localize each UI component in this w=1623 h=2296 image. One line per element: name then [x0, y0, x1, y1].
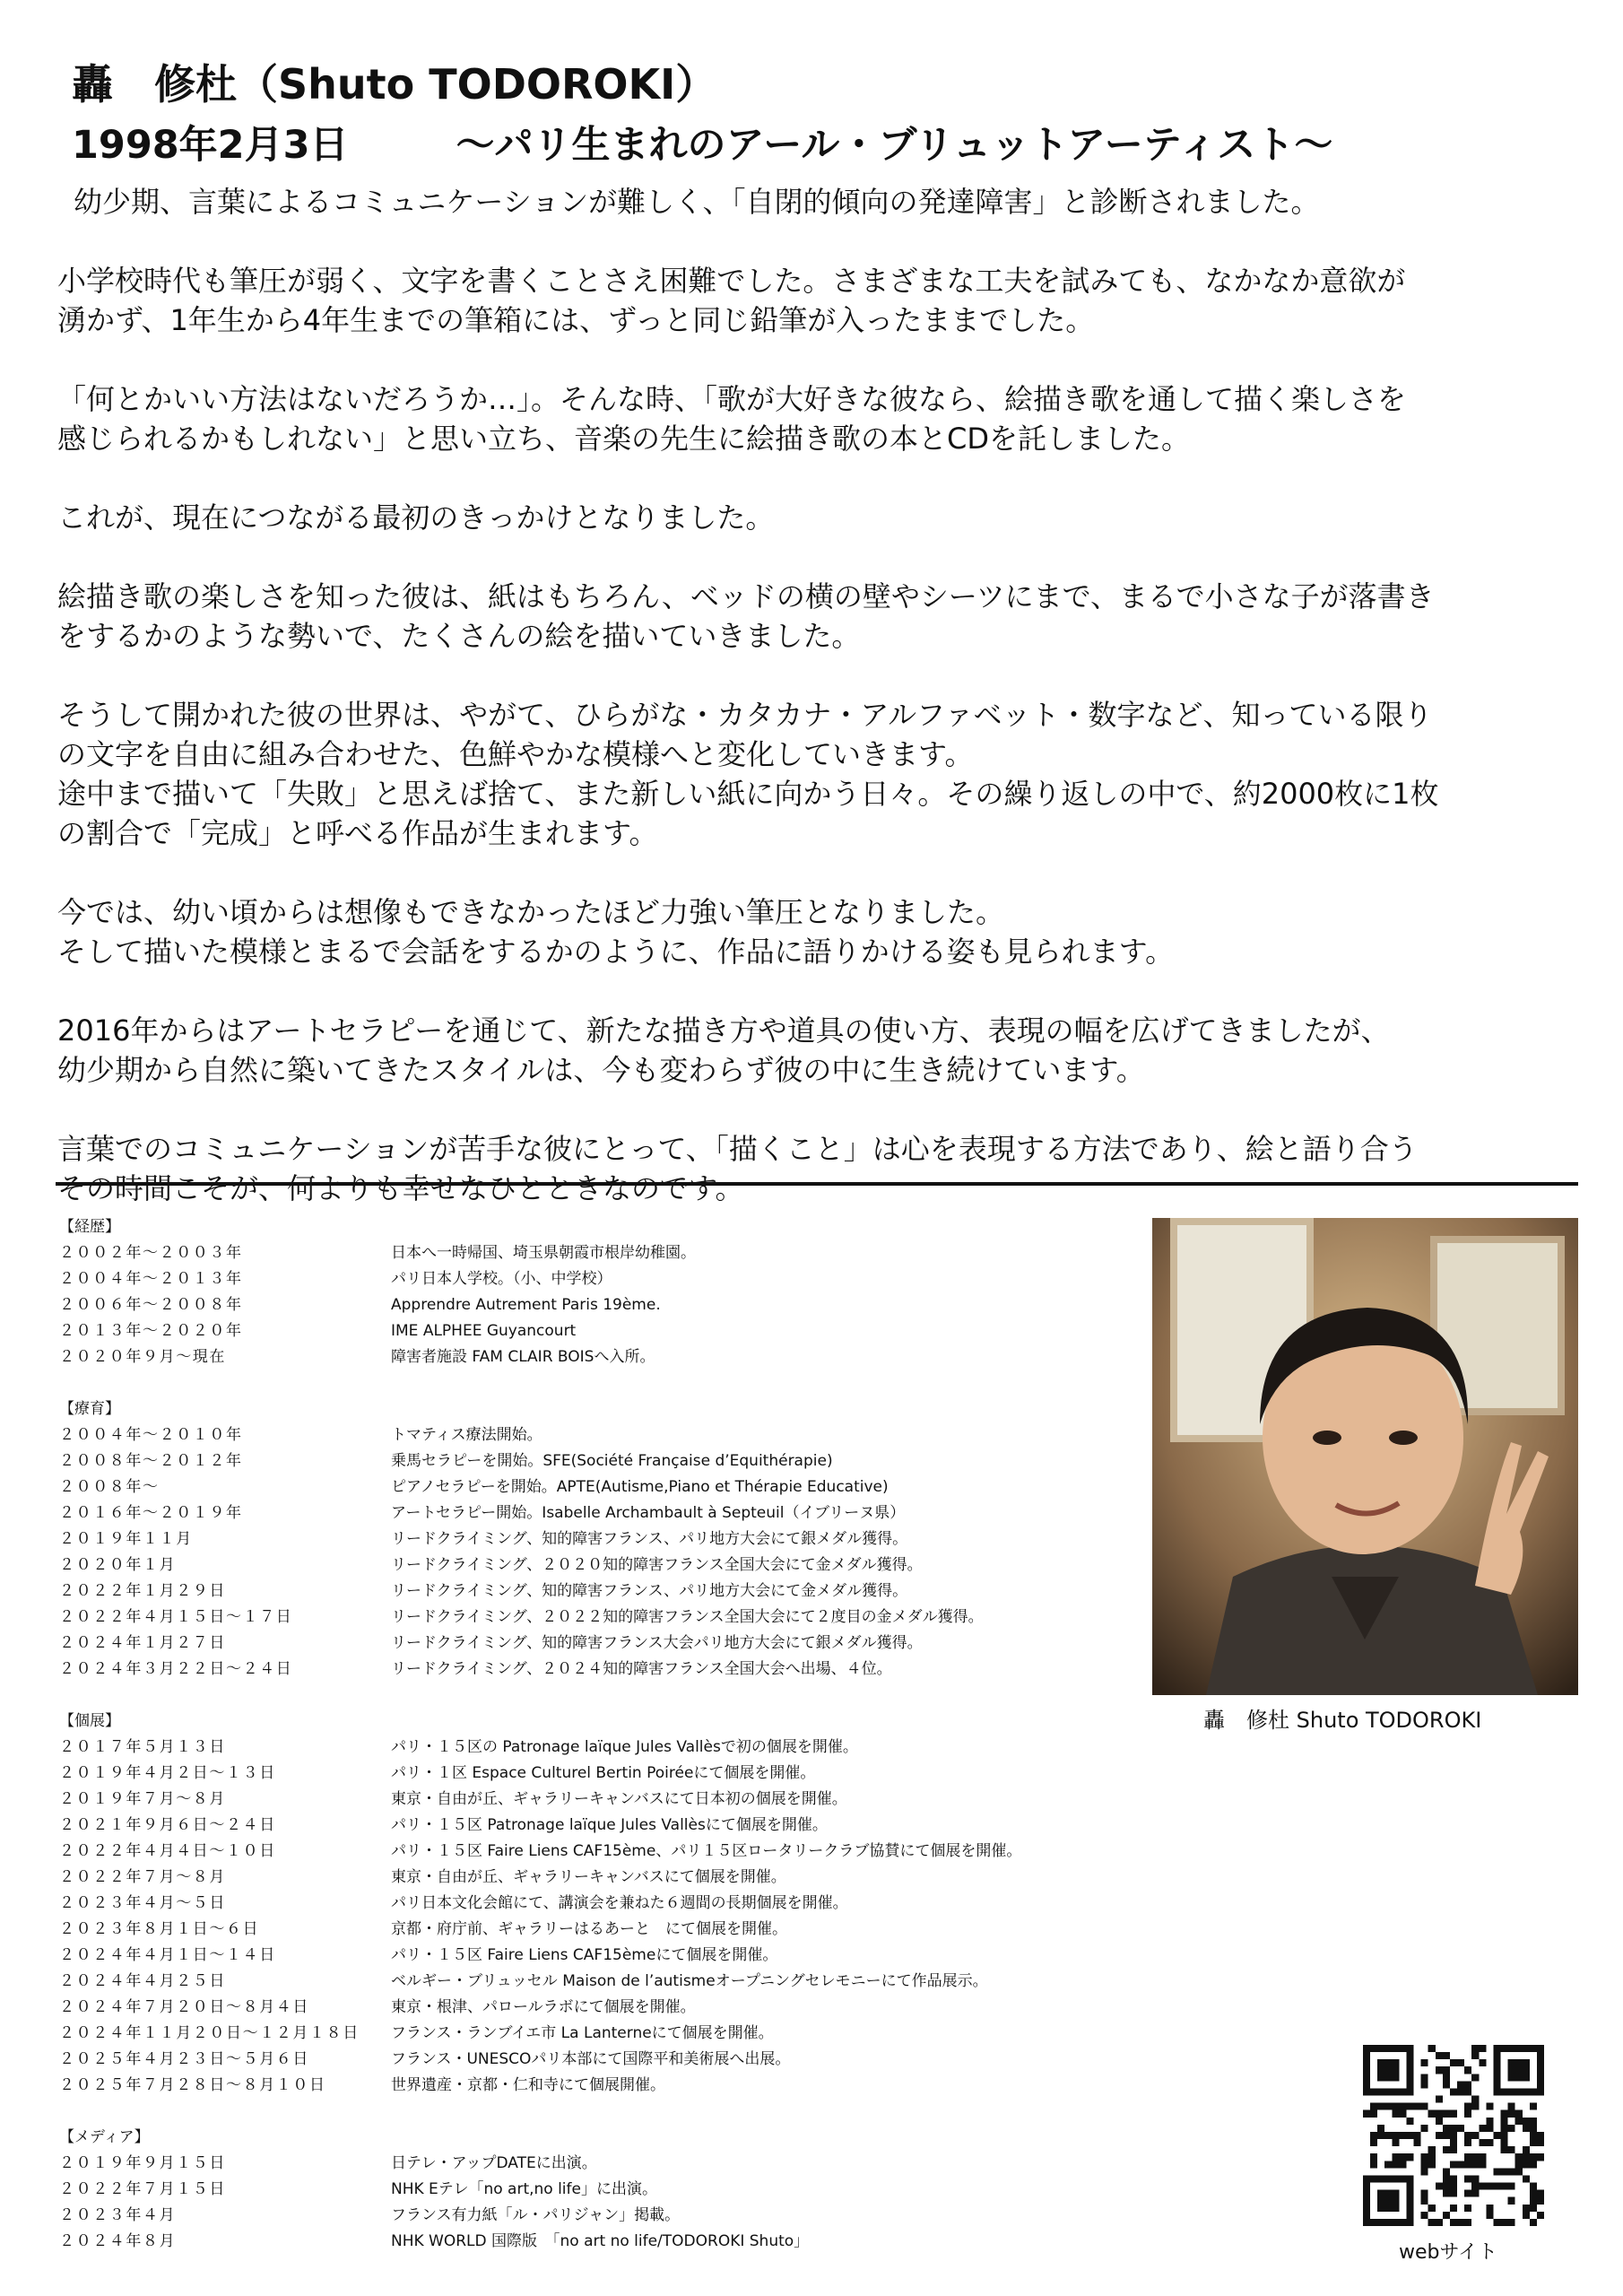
record-event: パリ日本文化会館にて、講演会を兼ねた６週間の長期個展を開催。: [391, 1894, 848, 1912]
record-row: [59, 1995, 1162, 2021]
record-date: ２０２０年９月〜現在: [59, 1348, 226, 1366]
record-row: [59, 1865, 1162, 1891]
record-section: [59, 2125, 1162, 2255]
record-row: [59, 1318, 1162, 1344]
record-event: リードクライミング、知的障害フランス、パリ地方大会にて金メダル獲得。: [391, 1582, 908, 1600]
record-date: ２００８年〜: [59, 1478, 160, 1496]
record-date: ２０２０年１月: [59, 1556, 177, 1574]
record-date: ２０１９年１１月: [59, 1530, 193, 1548]
record-event: パリ・１５区 Faire Liens CAF15ème、パリ１５区ロータリークラブ協賛にて個展を開催。: [391, 1842, 1022, 1860]
record-date: ２００４年〜２０１３年: [59, 1270, 243, 1288]
record-date: ２０２２年４月１５日〜１７日: [59, 1608, 293, 1626]
record-row: [59, 2047, 1162, 2073]
record-row: [59, 1657, 1162, 1683]
record-date: ２０２４年３月２２日〜２４日: [59, 1660, 293, 1678]
intro-paragraph: 言葉でのコミュニケーションが苦手な彼にとって、「描くこと」は心を表現する方法であり、絵と語り合う その時間こそが、何よりも幸せなひとときなのです。: [57, 1132, 1418, 1205]
record-date: ２０２３年８月１日〜６日: [59, 1920, 260, 1938]
record-date: ２０１３年〜２０２０年: [59, 1322, 243, 1340]
record-event: トマティス療法開始。: [391, 1426, 542, 1444]
record-event: パリ・１５区 Patronage laïque Jules Vallèsにて個展を開催。: [391, 1816, 828, 1834]
record-event: NHK WORLD 国際版 「no art no life/TODOROKI Shuto」: [391, 2232, 810, 2250]
section-title: 【療育】: [59, 1400, 120, 1418]
record-event: ベルギー・ブリュッセル Maison de l’autismeオープニングセレモニーにて作品展示。: [391, 1972, 988, 1990]
tagline: 〜パリ生まれのアール・ブリュットアーティスト〜: [456, 123, 1333, 168]
record-event: 障害者施設 FAM CLAIR BOISへ入所。: [391, 1348, 655, 1366]
qr-code-icon[interactable]: [1363, 2045, 1544, 2226]
record-event: フランス有力紙「ル・パリジャン」掲載。: [391, 2206, 681, 2224]
record-row: [59, 1631, 1162, 1657]
record-row: [59, 1761, 1162, 1787]
record-row: [59, 1526, 1162, 1552]
intro-paragraph: 絵描き歌の楽しさを知った彼は、紙はもちろん、ベッドの横の壁やシーツにまで、まるで小さな子が落書き をするかのような勢いで、たくさんの絵を描いていきました。: [57, 579, 1435, 653]
record-event: リードクライミング、２０２２知的障害フランス全国大会にて２度目の金メダル獲得。: [391, 1608, 984, 1626]
record-event: 京都・府庁前、ギャラリーはるあーと にて個展を開催。: [391, 1920, 787, 1938]
record-row: [59, 1474, 1162, 1500]
record-event: 東京・自由が丘、ギャラリーキャンバスにて個展を開催。: [391, 1868, 786, 1886]
record-event: フランス・ランブイエ市 La Lanterneにて個展を開催。: [391, 2024, 774, 2042]
record-event: フランス・UNESCOパリ本部にて国際平和美術展へ出展。: [391, 2050, 791, 2068]
record-row: [59, 1891, 1162, 1917]
section-title: 【経歴】: [59, 1218, 120, 1236]
record-row: [59, 1344, 1162, 1370]
record-event: パリ・１区 Espace Culturel Bertin Poiréeにて個展を開催。: [391, 1764, 816, 1782]
record-row: [59, 1735, 1162, 1761]
intro-paragraph: そうして開かれた彼の世界は、やがて、ひらがな・カタカナ・アルファベット・数字など、知っている限り の文字を自由に組み合わせた、色鮮やかな模様へと変化していきます。 途中まで描いて「失敗」と思えば捨て、また新しい紙に向かう日々。その繰り返しの中で、約2000枚に1枚 の割合で「完成」と呼べる作品が生まれます。: [57, 698, 1439, 850]
record-event: 世界遺産・京都・仁和寺にて個展開催。: [391, 2076, 665, 2094]
photo-caption: 轟 修杜 Shuto TODOROKI: [1203, 1708, 1482, 1733]
record-event: パリ日本人学校。（小、中学校）: [391, 1270, 612, 1288]
record-event: リードクライミング、２０２０知的障害フランス全国大会にて金メダル獲得。: [391, 1556, 923, 1574]
record-row: [59, 2203, 1162, 2229]
section-divider: [56, 1182, 1578, 1186]
record-event: 東京・自由が丘、ギャラリーキャンバスにて日本初の個展を開催。: [391, 1790, 847, 1808]
record-event: リードクライミング、知的障害フランス、パリ地方大会にて銀メダル獲得。: [391, 1530, 908, 1548]
record-date: ２０２４年７月２０日〜８月４日: [59, 1998, 309, 2016]
record-date: ２０２４年４月２５日: [59, 1972, 226, 1990]
section-title: 【メディア】: [59, 2128, 150, 2146]
records-list: [59, 1214, 1162, 2281]
intro-paragraph: 2016年からはアートセラピーを通じて、新たな描き方や道具の使い方、表現の幅を広げてきましたが、 幼少期から自然に築いてきたスタイルは、今も変わらず彼の中に生き続けています。: [57, 1013, 1390, 1087]
record-date: ２０２４年１１月２０日〜１２月１８日: [59, 2024, 360, 2042]
record-date: ２０２５年７月２８日〜８月１０日: [59, 2076, 326, 2094]
record-date: ２０１９年９月１５日: [59, 2154, 226, 2172]
birth-date: 1998年2月3日: [72, 123, 349, 168]
record-row: [59, 1605, 1162, 1631]
record-row: [59, 2229, 1162, 2255]
record-date: ２０２１年９月６日〜２４日: [59, 1816, 276, 1834]
record-row: [59, 1500, 1162, 1526]
record-event: Apprendre Autrement Paris 19ème.: [391, 1296, 661, 1314]
record-event: 日テレ・アップDATEに出演。: [391, 2154, 597, 2172]
website-label: webサイト: [1399, 2241, 1497, 2264]
intro-paragraph: 小学校時代も筆圧が弱く、文字を書くことさえ困難でした。さまざまな工夫を試みても、なかなか意欲が 湧かず、1年生から4年生までの筆箱には、ずっと同じ鉛筆が入ったままでした。: [57, 264, 1406, 337]
record-event: パリ・１５区の Patronage laïque Jules Vallèsで初の個展を開催。: [391, 1738, 858, 1756]
record-date: ２００６年〜２００８年: [59, 1296, 243, 1314]
record-event: アートセラピー開始。Isabelle Archambault à Septeuil（イブリーヌ県）: [391, 1504, 906, 1522]
record-date: ２０２２年７月〜８月: [59, 1868, 226, 1886]
record-date: ２０２３年４月: [59, 2206, 177, 2224]
record-date: ２０１９年７月〜８月: [59, 1790, 226, 1808]
record-row: [59, 1552, 1162, 1578]
record-date: ２０２５年４月２３日〜５月６日: [59, 2050, 309, 2068]
record-section: [59, 1214, 1162, 1370]
record-row: [59, 1422, 1162, 1448]
record-row: [59, 1266, 1162, 1292]
artist-photo: [1152, 1218, 1578, 1695]
portrait-illustration: [1152, 1218, 1578, 1695]
record-row: [59, 2151, 1162, 2177]
record-row: [59, 1787, 1162, 1813]
record-date: ２０２３年４月〜５日: [59, 1894, 226, 1912]
record-date: ２００２年〜２００３年: [59, 1244, 243, 1262]
page-title: 轟 修杜（Shuto TODOROKI）: [72, 60, 717, 109]
record-event: リードクライミング、２０２４知的障害フランス全国大会へ出場、４位。: [391, 1660, 892, 1678]
subtitle-line: [72, 115, 1332, 170]
record-row: [59, 1292, 1162, 1318]
record-date: ２０１７年５月１３日: [59, 1738, 226, 1756]
intro-paragraph: 幼少期、言葉によるコミュニケーションが難しく、「自閉的傾向の発達障害」と診断されました。: [74, 185, 1320, 219]
intro-paragraph: 「何とかいい方法はないだろうか…」。そんな時、「歌が大好きな彼なら、絵描き歌を通して描く楽しさを 感じられるかもしれない」と思い立ち、音楽の先生に絵描き歌の本とCDを託しました。: [57, 382, 1407, 456]
record-row: [59, 1969, 1162, 1995]
record-date: ２００４年〜２０１０年: [59, 1426, 243, 1444]
record-event: パリ・１５区 Faire Liens CAF15èmeにて個展を開催。: [391, 1946, 778, 1964]
record-row: [59, 1240, 1162, 1266]
record-row: [59, 2177, 1162, 2203]
record-date: ２０１９年４月２日〜１３日: [59, 1764, 276, 1782]
record-event: ピアノセラピーを開始。APTE(Autisme,Piano et Thérapie Educative): [391, 1478, 889, 1496]
biography-text: [57, 182, 1582, 1248]
record-date: ２００８年〜２０１２年: [59, 1452, 243, 1470]
record-event: リードクライミング、知的障害フランス大会パリ地方大会にて銀メダル獲得。: [391, 1634, 923, 1652]
record-date: ２０２４年４月１日〜１４日: [59, 1946, 276, 1964]
record-date: ２０２２年４月４日〜１０日: [59, 1842, 276, 1860]
record-event: IME ALPHEE Guyancourt: [391, 1322, 577, 1340]
record-row: [59, 2073, 1162, 2099]
record-section: [59, 1396, 1162, 1683]
record-row: [59, 1943, 1162, 1969]
record-date: ２０２２年１月２９日: [59, 1582, 226, 1600]
record-event: NHK Eテレ「no art,no life」に出演。: [391, 2180, 657, 2198]
intro-paragraph: これが、現在につながる最初のきっかけとなりました。: [57, 500, 775, 535]
record-row: [59, 1813, 1162, 1839]
record-date: ２０２４年１月２７日: [59, 1634, 226, 1652]
record-event: 乗馬セラピーを開始。SFE(Société Française d’Equithérapie): [391, 1452, 833, 1470]
record-row: [59, 1448, 1162, 1474]
record-row: [59, 1578, 1162, 1605]
record-event: 東京・根津、パロールラボにて個展を開催。: [391, 1998, 696, 2016]
record-row: [59, 2021, 1162, 2047]
record-row: [59, 1839, 1162, 1865]
intro-paragraph: 今では、幼い頃からは想像もできなかったほど力強い筆圧となりました。 そして描いた模様とまるで会話をするかのように、作品に語りかける姿も見られます。: [57, 895, 1175, 969]
record-date: ２０２４年８月: [59, 2232, 177, 2250]
section-title: 【個展】: [59, 1712, 120, 1730]
record-row: [59, 1917, 1162, 1943]
record-date: ２０２２年７月１５日: [59, 2180, 226, 2198]
record-event: 日本へ一時帰国、埼玉県朝霞市根岸幼稚園。: [391, 1244, 696, 1262]
record-section: [59, 1709, 1162, 2099]
record-date: ２０１６年〜２０１９年: [59, 1504, 243, 1522]
